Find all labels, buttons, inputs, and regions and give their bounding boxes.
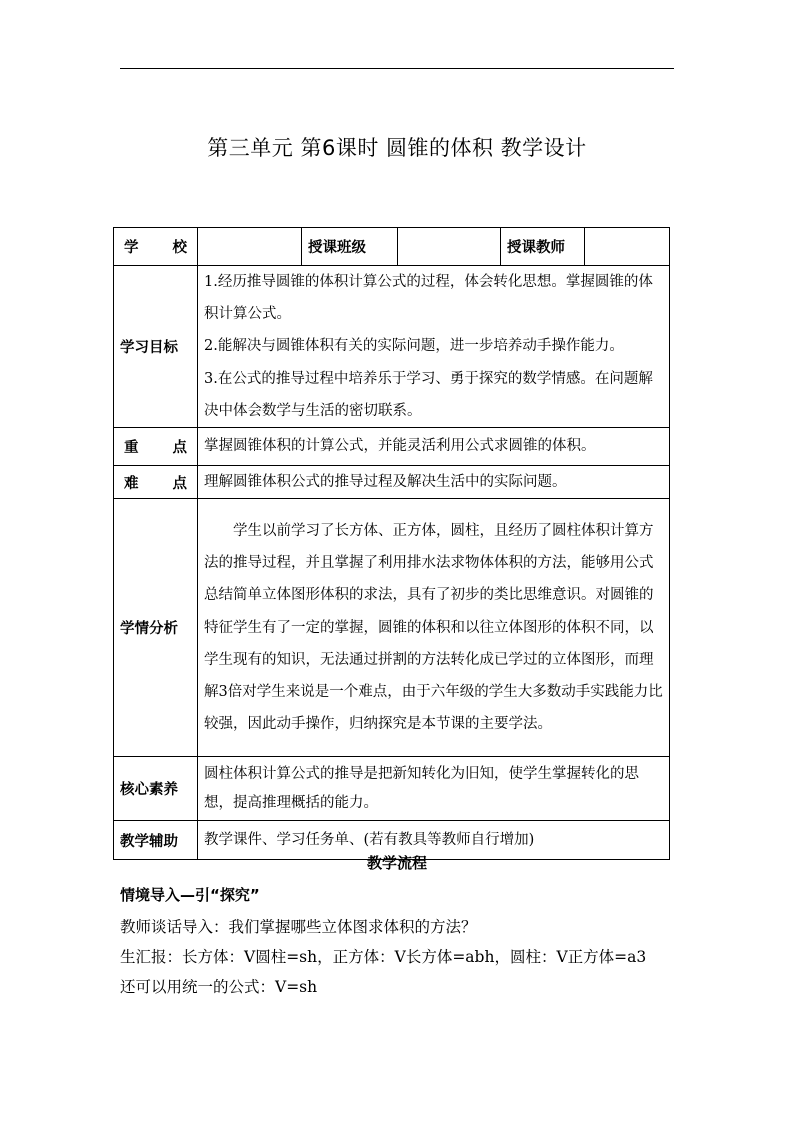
school-value bbox=[198, 228, 302, 266]
lesson-plan-table bbox=[113, 227, 670, 860]
class-label: 授课班级 bbox=[302, 228, 398, 266]
table-row-analysis bbox=[114, 499, 670, 757]
key-point-label: 重 点 bbox=[114, 428, 198, 466]
table-row-key-point bbox=[114, 428, 670, 466]
aids-label: 教学辅助 bbox=[114, 821, 198, 860]
paragraph-line: 教师谈话导入：我们掌握哪些立体图求体积的方法？ bbox=[120, 918, 477, 936]
section-heading: 情境导入—引“探究” bbox=[120, 886, 260, 904]
objective-item: 3.在公式的推导过程中培养乐于学习、勇于探究的数学情感。在问题解决中体会数学与生活的密切联系。 bbox=[204, 370, 653, 419]
paragraph-line: 生汇报：长方体：V圆柱=sh，正方体：V长方体=abh，圆柱：V正方体=a3 bbox=[120, 948, 647, 966]
teacher-value bbox=[585, 228, 670, 266]
document-title: 第三单元 第6课时 圆锥的体积 教学设计 bbox=[207, 136, 587, 160]
teacher-label: 授课教师 bbox=[501, 228, 585, 266]
analysis-label: 学情分析 bbox=[114, 499, 198, 757]
table-row-difficulty bbox=[114, 466, 670, 499]
objective-item: 2.能解决与圆锥体积有关的实际问题，进一步培养动手操作能力。 bbox=[204, 338, 624, 355]
difficulty-text: 理解圆锥体积公式的推导过程及解决生活中的实际问题。 bbox=[198, 466, 670, 499]
paragraph-line: 还可以用统一的公式：V=sh bbox=[120, 978, 318, 996]
table-row-header bbox=[114, 228, 670, 266]
literacy-label: 核心素养 bbox=[114, 757, 198, 821]
class-value bbox=[398, 228, 501, 266]
literacy-text: 圆柱体积计算公式的推导是把新知转化为旧知，使学生掌握转化的思想，提高推理概括的能力。 bbox=[198, 757, 670, 821]
aids-text: 教学课件、学习任务单、(若有教具等教师自行增加) bbox=[198, 821, 670, 860]
objectives-label: 学习目标 bbox=[114, 266, 198, 428]
objectives-content bbox=[198, 266, 670, 428]
flow-title: 教学流程 bbox=[366, 854, 427, 872]
header-rule bbox=[120, 68, 674, 69]
analysis-text: 学生以前学习了长方体、正方体，圆柱，且经历了圆柱体积计算方法的推导过程，并且掌握了利用排水法求物体体积的方法，能够用公式总结简单立体图形体积的求法，具有了初步的类比思维意识。对圆锥的特征学生有了一定的掌握，圆锥的体积和以往立体图形的体积不同，以学生现有的知识，无法通过拼割的方法转化成已学过的立体图形，而理解3倍对学生来说是一个难点，由于六年级的学生大多数动手实践能力比较强，因此动手操作，归纳探究是本节课的主要学法。 bbox=[198, 499, 670, 757]
key-point-text: 掌握圆锥体积的计算公式，并能灵活利用公式求圆锥的体积。 bbox=[198, 428, 670, 466]
table-row-literacy bbox=[114, 757, 670, 821]
objective-item: 1.经历推导圆锥的体积计算公式的过程，体会转化思想。掌握圆锥的体积计算公式。 bbox=[204, 274, 653, 323]
school-label: 学 校 bbox=[114, 228, 198, 266]
difficulty-label: 难 点 bbox=[114, 466, 198, 499]
table-row-objectives bbox=[114, 266, 670, 428]
